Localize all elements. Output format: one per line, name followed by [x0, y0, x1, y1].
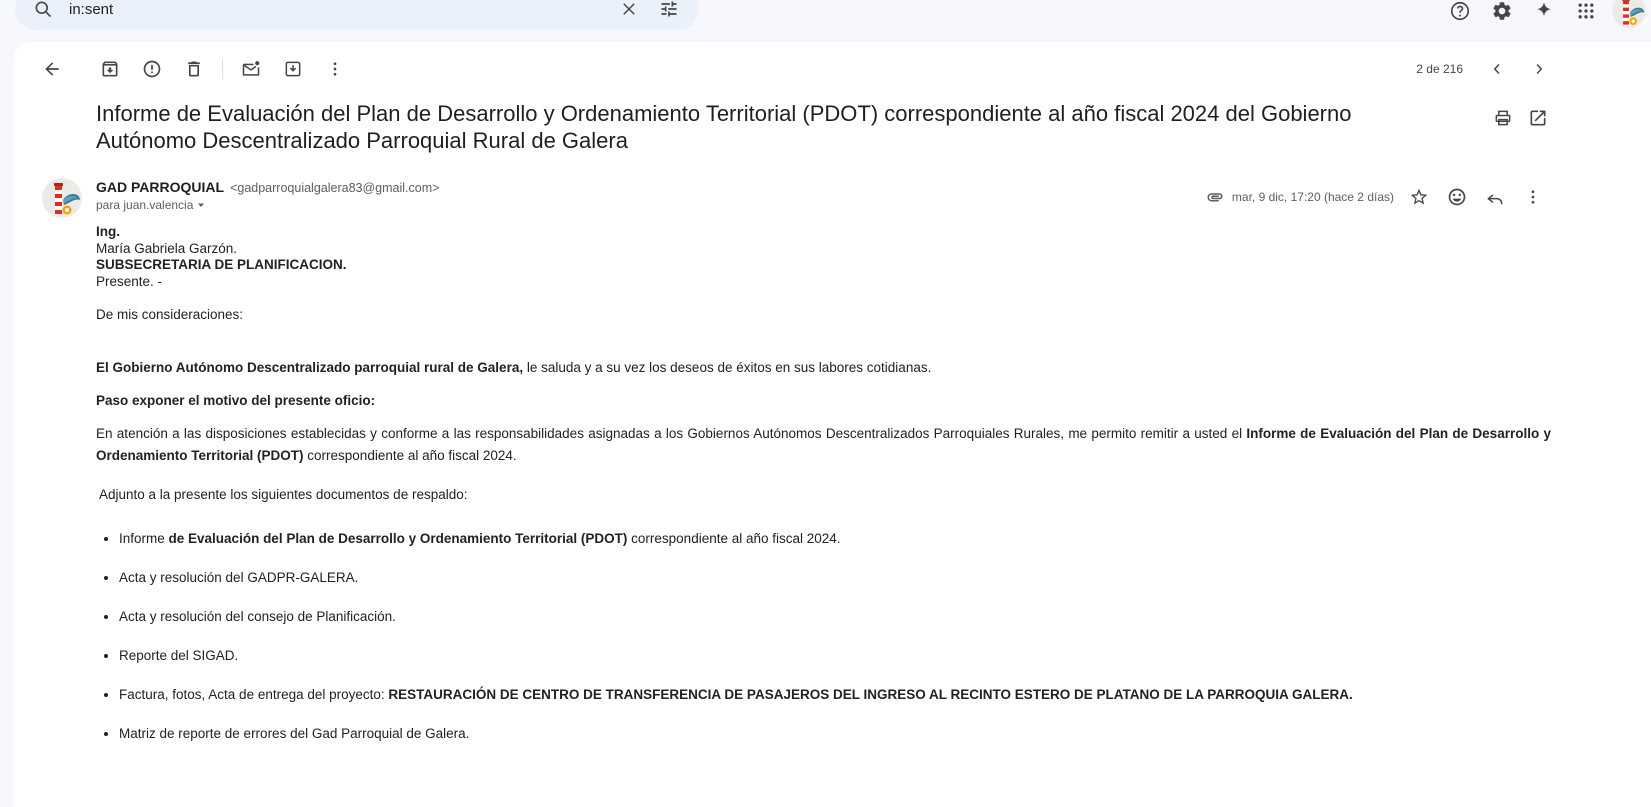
- pagination-counter: 2 de 216: [1416, 62, 1463, 76]
- recipient-dropdown[interactable]: [96, 198, 439, 212]
- bullet-text: Acta y resolución del GADPR-GALERA.: [119, 569, 359, 585]
- paragraph-saludo: [96, 359, 1551, 376]
- paragraph-atencion: [96, 423, 1551, 467]
- sender-row: [42, 178, 1651, 222]
- list-item: [119, 567, 1551, 589]
- list-item: [119, 528, 1551, 550]
- email-subject: Informe de Evaluación del Plan de Desarrollo y Ordenamiento Territorial (PDOT) correspondiente al año fiscal 2024 del Gobierno Autónomo Descentralizado Parroquial Rural de Galera: [96, 101, 1352, 153]
- sender-name: GAD PARROQUIAL: [96, 179, 225, 195]
- list-item: [119, 645, 1551, 667]
- message-meta: [1206, 180, 1552, 214]
- email-view-card: [14, 42, 1651, 807]
- salutation-name: María Gabriela Garzón.: [96, 240, 238, 256]
- attachment-paperclip-icon: [1206, 188, 1224, 206]
- emoji-reaction-icon[interactable]: [1438, 180, 1476, 214]
- search-icon[interactable]: [23, 0, 63, 29]
- bullet-text: Factura, fotos, Acta de entrega del proyecto:: [119, 686, 389, 702]
- settings-gear-icon[interactable]: [1486, 0, 1518, 27]
- toolbar-divider: [222, 59, 223, 79]
- mark-unread-icon[interactable]: [235, 53, 267, 85]
- archive-icon[interactable]: [94, 53, 126, 85]
- back-icon[interactable]: [36, 53, 68, 85]
- sender-avatar: [42, 178, 82, 218]
- salutation-role: SUBSECRETARIA DE PLANIFICACION.: [96, 257, 347, 272]
- list-item: [119, 606, 1551, 628]
- print-icon[interactable]: [1489, 104, 1517, 132]
- list-item: [119, 723, 1551, 745]
- email-toolbar: [14, 48, 1651, 90]
- more-options-icon[interactable]: [319, 53, 351, 85]
- attachment-list: [96, 528, 1551, 745]
- gmail-topbar: [0, 0, 1651, 34]
- apps-grid-icon[interactable]: [1570, 0, 1602, 27]
- open-in-new-icon[interactable]: [1524, 104, 1552, 132]
- newer-chevron-icon[interactable]: [1481, 53, 1513, 85]
- atencion-pre: En atención a las disposiciones establecidas y conforme a las responsabilidades asignadas a los Gobiernos Autónomos Descentralizados Parroquiales Rurales, me permito remitir a usted el: [96, 425, 1247, 441]
- message-more-icon[interactable]: [1514, 180, 1552, 214]
- salutation-title: Ing.: [96, 224, 120, 239]
- paragraph-motivo: Paso exponer el motivo del presente oficio:: [96, 392, 376, 408]
- chevron-down-icon: [196, 200, 206, 210]
- account-avatar[interactable]: [1612, 0, 1646, 28]
- report-spam-icon[interactable]: [136, 53, 168, 85]
- email-body: [96, 224, 1551, 762]
- older-chevron-icon[interactable]: [1523, 53, 1555, 85]
- bullet-text: Matriz de reporte de errores del Gad Parroquial de Galera.: [119, 725, 470, 741]
- bullet-text: Acta y resolución del consejo de Planificación.: [119, 608, 396, 624]
- paragraph-adjunto: Adjunto a la presente los siguientes documentos de respaldo:: [99, 486, 468, 502]
- bullet-bold: RESTAURACIÓN DE CENTRO DE TRANSFERENCIA DE PASAJEROS DEL INGRESO AL RECINTO ESTERO DE PLATANO DE LA PARROQUIA GALERA.: [388, 686, 1353, 702]
- help-icon[interactable]: [1444, 0, 1476, 27]
- clear-search-icon[interactable]: [609, 0, 649, 29]
- reply-icon[interactable]: [1476, 180, 1514, 214]
- sender-email: <gadparroquialgalera83@gmail.com>: [230, 181, 440, 195]
- salutation-presente: Presente. -: [96, 273, 163, 289]
- star-icon[interactable]: [1400, 180, 1438, 214]
- saludo-bold: El Gobierno Autónomo Descentralizado parroquial rural de Galera,: [96, 359, 524, 375]
- list-item: [119, 684, 1551, 706]
- message-date: mar, 9 dic, 17:20 (hace 2 días): [1231, 190, 1394, 204]
- atencion-bold: Informe de Evaluación del Plan de Desarrollo y Ordenamiento Territorial (PDOT): [96, 425, 1552, 463]
- bullet-text: Reporte del SIGAD.: [119, 647, 239, 663]
- paragraph-consideraciones: De mis consideraciones:: [96, 307, 244, 322]
- gemini-sparkle-icon[interactable]: [1528, 0, 1560, 27]
- bullet-post: correspondiente al año fiscal 2024.: [627, 530, 841, 546]
- search-options-icon[interactable]: [649, 0, 689, 29]
- recipient-label: para juan.valencia: [96, 198, 194, 212]
- saludo-rest: le saluda y a su vez los deseos de éxitos en sus labores cotidianas.: [523, 359, 932, 375]
- subject-row: [96, 100, 1571, 154]
- delete-icon[interactable]: [178, 53, 210, 85]
- search-input[interactable]: in:sent: [69, 0, 114, 18]
- atencion-post: correspondiente al año fiscal 2024.: [303, 447, 517, 463]
- search-bar[interactable]: [15, 0, 699, 30]
- topbar-actions: [1444, 0, 1646, 28]
- bullet-text: Informe: [119, 530, 169, 546]
- bullet-bold: de Evaluación del Plan de Desarrollo y Ordenamiento Territorial (PDOT): [168, 530, 628, 546]
- move-to-icon[interactable]: [277, 53, 309, 85]
